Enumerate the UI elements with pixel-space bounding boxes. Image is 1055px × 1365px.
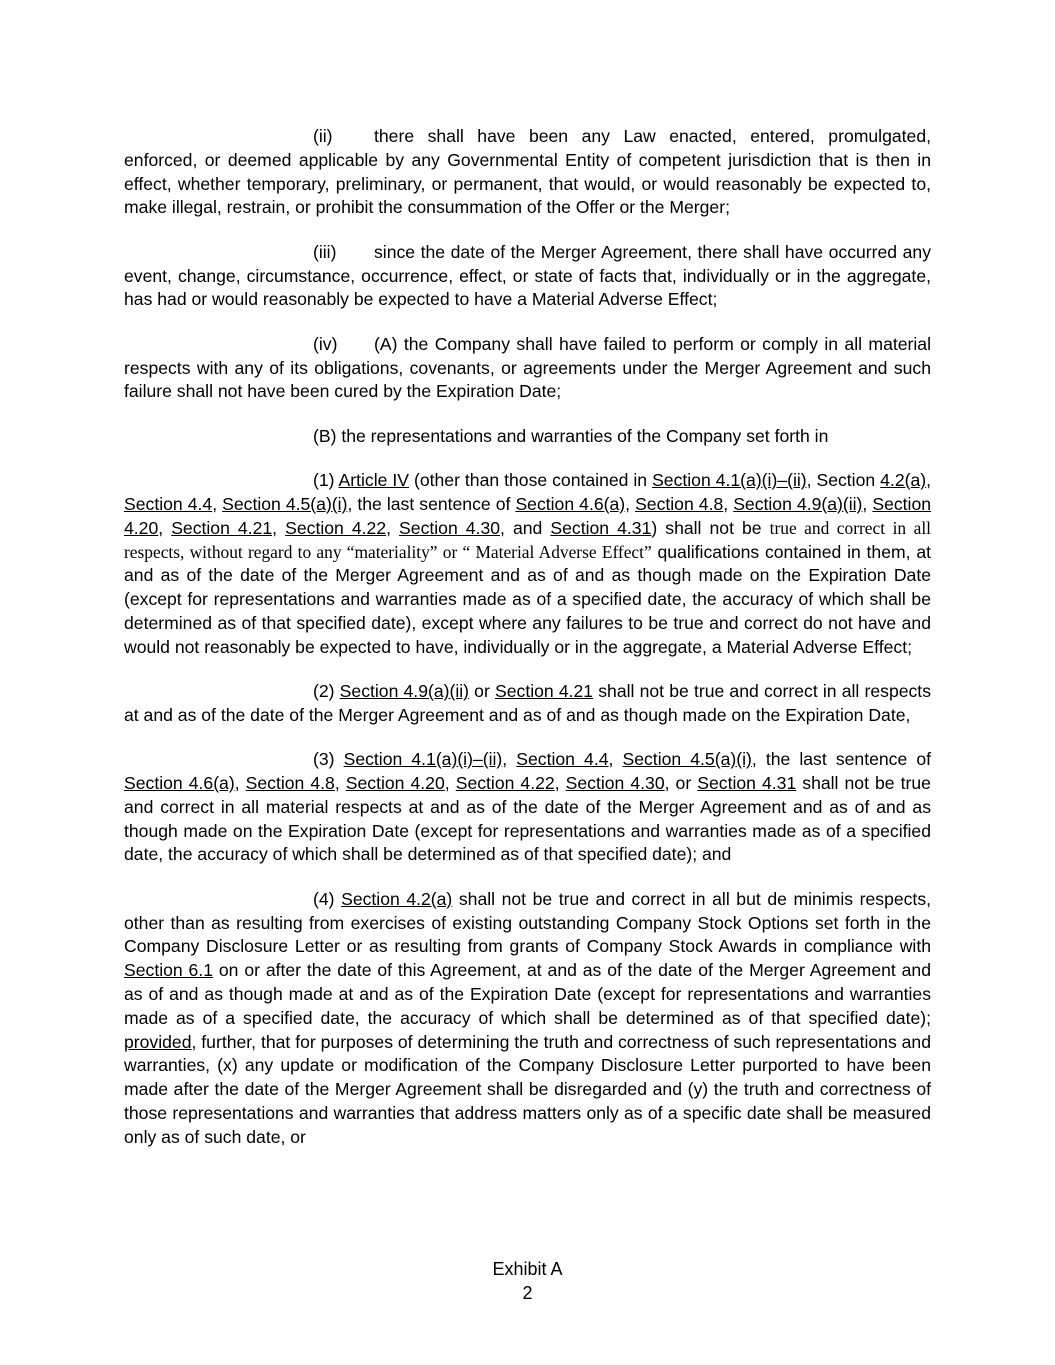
paragraph-ii-marker: (ii) [313, 126, 333, 146]
text-run: , the last sentence of [347, 493, 516, 514]
cross-reference: Section 4.20 [124, 493, 932, 538]
text-run: , or [664, 773, 698, 794]
paragraph-4 [124, 888, 931, 1150]
cross-reference: Section 4.5(a)(i) [222, 493, 348, 514]
text-run: , [723, 493, 734, 514]
footer-exhibit-label: Exhibit A [492, 1259, 563, 1279]
text-run: , [862, 493, 873, 514]
text-run: ) shall not be [651, 517, 770, 538]
text-run: , further, that for purposes of determining the truth and correctness of such representations and warranties, (x) any update or modification of the Company Disclosure Letter purported to have been made after the date of the Merger Agreement shall be disregarded and (y) the truth and correctness of those representations and warranties that address matters only as of a specific date shall be measured only as of such date, or [124, 1031, 931, 1147]
cross-reference: Section 4.9(a)(ii) [339, 681, 470, 702]
paragraph-iii-text: since the date of the Merger Agreement, there shall have occurred any event, change, circumstance, occurrence, effect, or state of facts that, individually or in the aggregate, has had or would reasonably be expected to have a Material Adverse Effect; [124, 241, 931, 310]
cross-reference: Section 4.22 [455, 773, 555, 794]
cross-reference: Article IV [338, 470, 409, 491]
cross-reference: Section 4.21 [495, 681, 594, 702]
text-run: on or after the date of this Agreement, at and as of the date of the Merger Agreement and as of and as though made at and as of the Expiration Date (except for representations and warranties made as of a specified date, the accuracy of which shall be determined as of that specified date); [124, 960, 931, 1028]
text-run: , [334, 773, 346, 794]
text-run: , the last sentence of [751, 749, 931, 770]
paragraph-2 [124, 680, 931, 728]
cross-reference: Section 4.20 [345, 773, 445, 794]
paragraph-iv [124, 333, 931, 404]
cross-reference: Section 4.6(a) [515, 493, 626, 514]
text-run: , [926, 470, 931, 491]
paragraph-b-text: (B) the representations and warranties of the Company set forth in [313, 425, 829, 446]
text-run: qualifications contained in them, at and as of the date of the Merger Agreement and as of and as though made on the Expiration Date (except for representations and warranties made as of a specified date, the accuracy of which shall be determined as of that specified date), except where any failures to be true and correct do not have and would not reasonably be expected to have, individually or in the aggregate, a Material Adverse Effect; [124, 541, 931, 657]
text-run: (1) [313, 470, 339, 491]
cross-reference: Section 4.4 [124, 493, 213, 514]
cross-reference: Section 4.1(a)(i)–(ii) [343, 749, 503, 770]
cross-reference: Section 4.6(a) [124, 773, 235, 794]
paragraph-ii-text: there shall have been any Law enacted, entered, promulgated, enforced, or deemed applicable by any Governmental Entity of competent jurisdiction that is then in effect, whether temporary, preliminary, or permanent, that would, or would reasonably be expected to, make illegal, restrain, or prohibit the consummation of the Offer or the Merger; [124, 126, 931, 218]
cross-reference: Section 4.5(a)(i) [622, 749, 752, 770]
text-run: , [554, 773, 566, 794]
cross-reference: 4.2(a) [880, 470, 927, 491]
paragraph-1 [124, 469, 931, 659]
text-run: shall not be true and correct in all respects at and as of the date of the Merger Agreement and as of and as though made on the Expiration Date, [124, 681, 931, 725]
text-run: (2) [313, 681, 340, 702]
text-run: , Section [806, 470, 881, 491]
cross-reference: Section 4.21, [171, 517, 278, 538]
footer-page-number: 2 [522, 1283, 533, 1303]
text-run [277, 518, 285, 538]
cross-reference: Section 4.2(a) [341, 888, 453, 909]
cross-reference: Section 4.1(a)(i)–(ii) [652, 470, 807, 491]
text-run: , [625, 493, 636, 514]
paragraph-iv-text: (A) the Company shall have failed to perform or comply in all material respects with any of its obligations, covenants, or agreements under the Merger Agreement and such failure shall not have been cured by the Expiration Date; [124, 333, 931, 402]
cross-reference: Section 4.30 [565, 773, 665, 794]
text-run: or [469, 681, 495, 702]
cross-reference: Section 6.1 [124, 960, 214, 981]
cross-reference: Section 4.30 [399, 517, 501, 538]
text-run: shall not be true and correct in all but de minimis respects, other than as resulting from exercises of existing outstanding Company Stock Options set forth in the Company Disclosure Letter or as resulting from grants of Company Stock Awards in compliance with [124, 888, 932, 957]
text-run: (other than those contained in [409, 470, 653, 491]
text-run: (4) [313, 888, 342, 909]
cross-reference: Section 4.9(a)(ii) [733, 493, 863, 514]
text-run: , [234, 773, 246, 794]
text-run: , [502, 749, 517, 770]
paragraph-b [124, 425, 931, 449]
document-body [124, 125, 931, 1170]
paragraph-3 [124, 748, 931, 867]
text-run: shall not be true and correct in all material respects at and as of the date of the Merger Agreement and as of and as though made on the Expiration Date (except for representations and warranties made as of a specified date, the accuracy of which shall be determined as of that specified date); and [124, 773, 931, 865]
text-run: (3) [313, 749, 344, 770]
text-run: , [608, 749, 623, 770]
serif-text-run: true and correct in all respects, without regard to any “materiality” or “ Material Adverse Effect” [124, 517, 931, 562]
cross-reference: Section 4.8 [245, 773, 335, 794]
cross-reference: Section 4.31 [550, 517, 652, 538]
text-run: , [444, 773, 456, 794]
cross-reference: Section 4.31 [697, 773, 797, 794]
text-run: , and [500, 517, 551, 538]
paragraph-ii [124, 125, 931, 220]
text-run: , [158, 517, 172, 538]
text-run: , [212, 493, 223, 514]
paragraph-iv-marker: (iv) [313, 333, 338, 354]
paragraph-iii-marker: (iii) [313, 241, 337, 262]
cross-reference: Section 4.4 [516, 749, 609, 770]
cross-reference: Section 4.22 [285, 517, 387, 538]
text-run: , [386, 517, 400, 538]
cross-reference: Section 4.8 [635, 493, 724, 514]
defined-term-provided: provided [124, 1031, 192, 1052]
paragraph-iii [124, 241, 931, 312]
